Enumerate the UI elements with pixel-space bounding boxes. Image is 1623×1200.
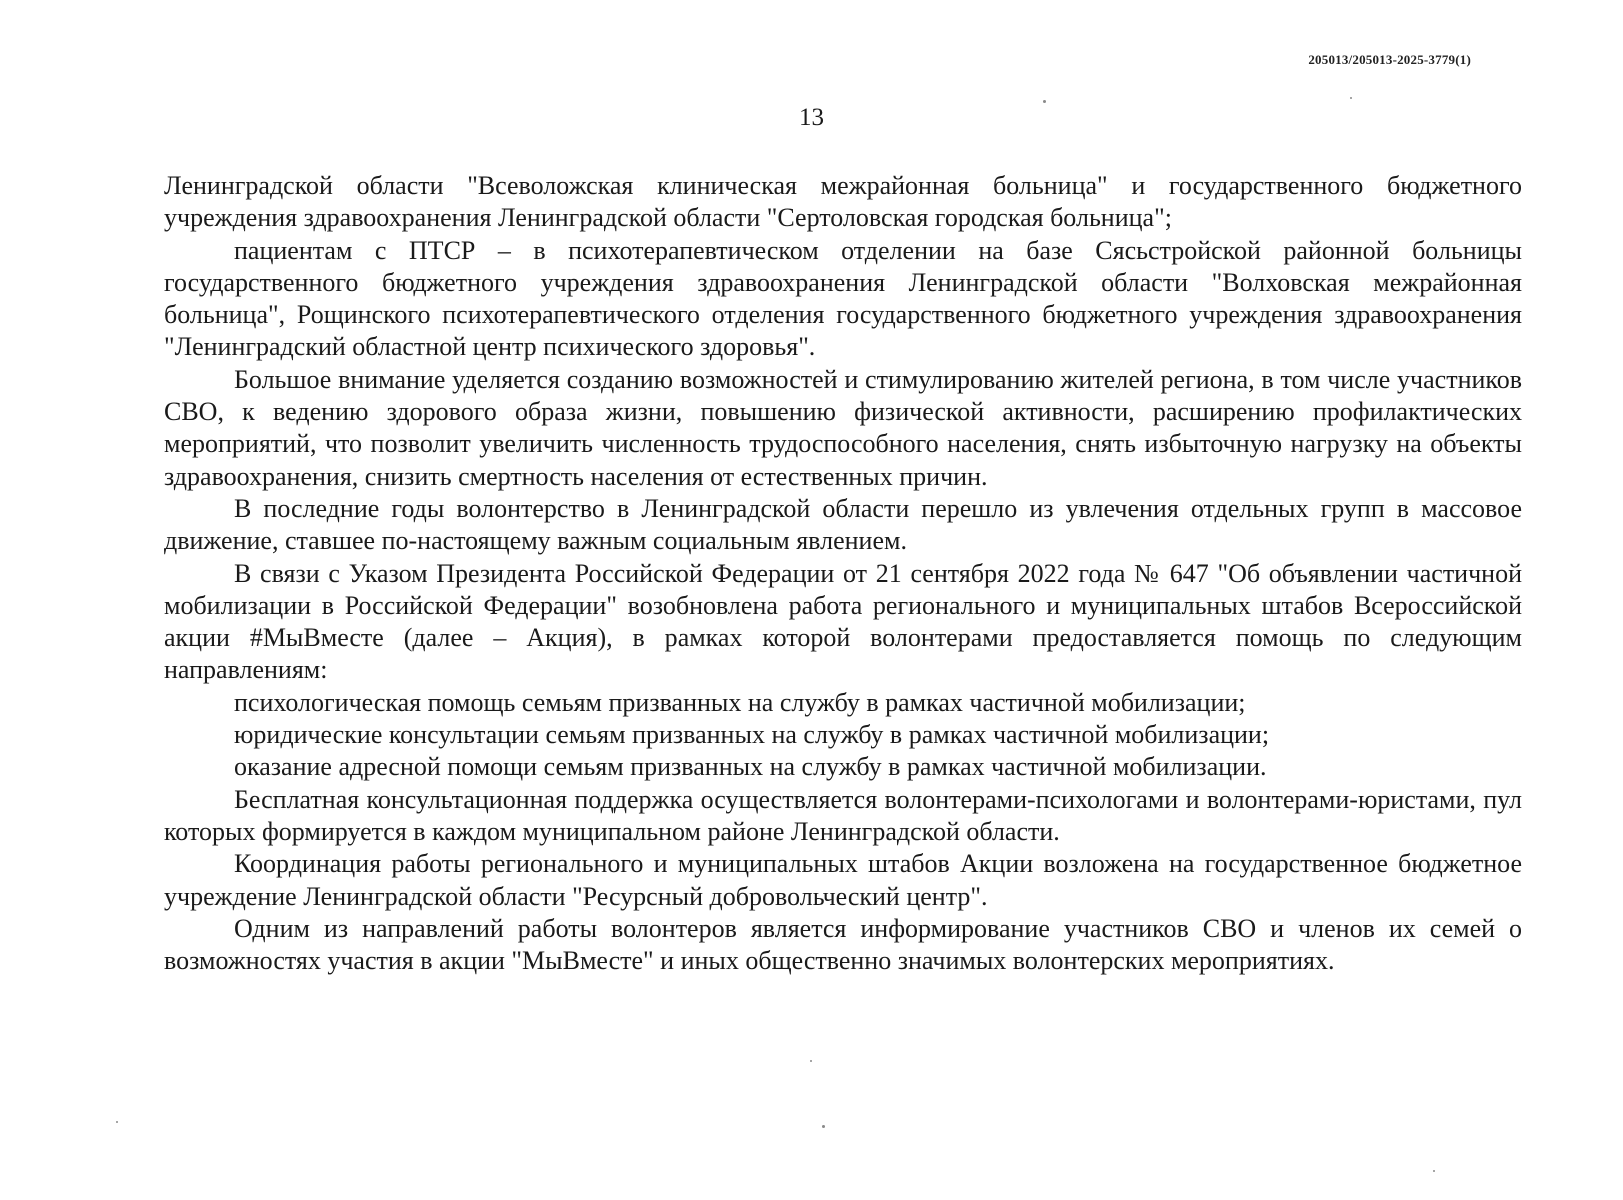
paragraph: В связи с Указом Президента Российской Федерации от 21 сентября 2022 года № 647 "Об объявлении частичной мобилизации в Российской Федерации" возобновлена работа регионального и муниципальных штабов Всероссийской акции #МыВместе (далее – Акция), в рамках которой волонтерами предоставляется помощь по следующим направлениям: — [164, 558, 1522, 685]
scan-speck — [1043, 100, 1046, 103]
scan-speck — [116, 1121, 118, 1123]
paragraph: Одним из направлений работы волонтеров является информирование участников СВО и членов их семей о возможностях участия в акции "МыВместе" и иных общественно значимых волонтерских мероприятиях. — [164, 913, 1522, 976]
document-id: 205013/205013-2025-3779(1) — [1308, 52, 1471, 67]
paragraph: Большое внимание уделяется созданию возможностей и стимулированию жителей региона, в том числе участников СВО, к ведению здорового образа жизни, повышению физической активности, расширению профилактических мероприятий, что позволит увеличить численность трудоспособного населения, снять избыточную нагрузку на объекты здравоохранения, снизить смертность населения от естественных причин. — [164, 364, 1522, 491]
page-number: 13 — [799, 104, 824, 131]
paragraph: пациентам с ПТСР – в психотерапевтическом отделении на базе Сясьстройской районной больницы государственного бюджетного учреждения здравоохранения Ленинградской области "Волховская межрайонная больница", Рощинского психотерапевтического отделения государственного бюджетного учреждения здравоохранения "Ленинградский областной центр психического здоровья". — [164, 235, 1522, 362]
paragraph: Координация работы регионального и муниципальных штабов Акции возложена на государственное бюджетное учреждение Ленинградской области "Ресурсный добровольческий центр". — [164, 849, 1522, 911]
scan-speck — [810, 1060, 812, 1062]
list-item: юридические консультации семьям призванных на службу в рамках частичной мобилизации; — [234, 720, 1270, 750]
scan-speck — [1350, 97, 1352, 99]
scan-speck — [1433, 1170, 1435, 1172]
list-item: психологическая помощь семьям призванных на службу в рамках частичной мобилизации; — [234, 687, 1246, 717]
list-item: оказание адресной помощи семьям призванных на службу в рамках частичной мобилизации. — [234, 752, 1267, 782]
paragraph: Бесплатная консультационная поддержка осуществляется волонтерами-психологами и волонтерами-юристами, пул которых формируется в каждом муниципальном районе Ленинградской области. — [164, 784, 1522, 846]
scan-speck — [822, 1125, 825, 1128]
paragraph: В последние годы волонтерство в Ленинградской области перешло из увлечения отдельных групп в массовое движение, ставшее по-настоящему важным социальным явлением. — [164, 493, 1522, 556]
paragraph: Ленинградской области "Всеволожская клиническая межрайонная больница" и государственного бюджетного учреждения здравоохранения Ленинградской области "Сертоловская городская больница"; — [164, 171, 1522, 233]
document-body — [164, 170, 1522, 977]
